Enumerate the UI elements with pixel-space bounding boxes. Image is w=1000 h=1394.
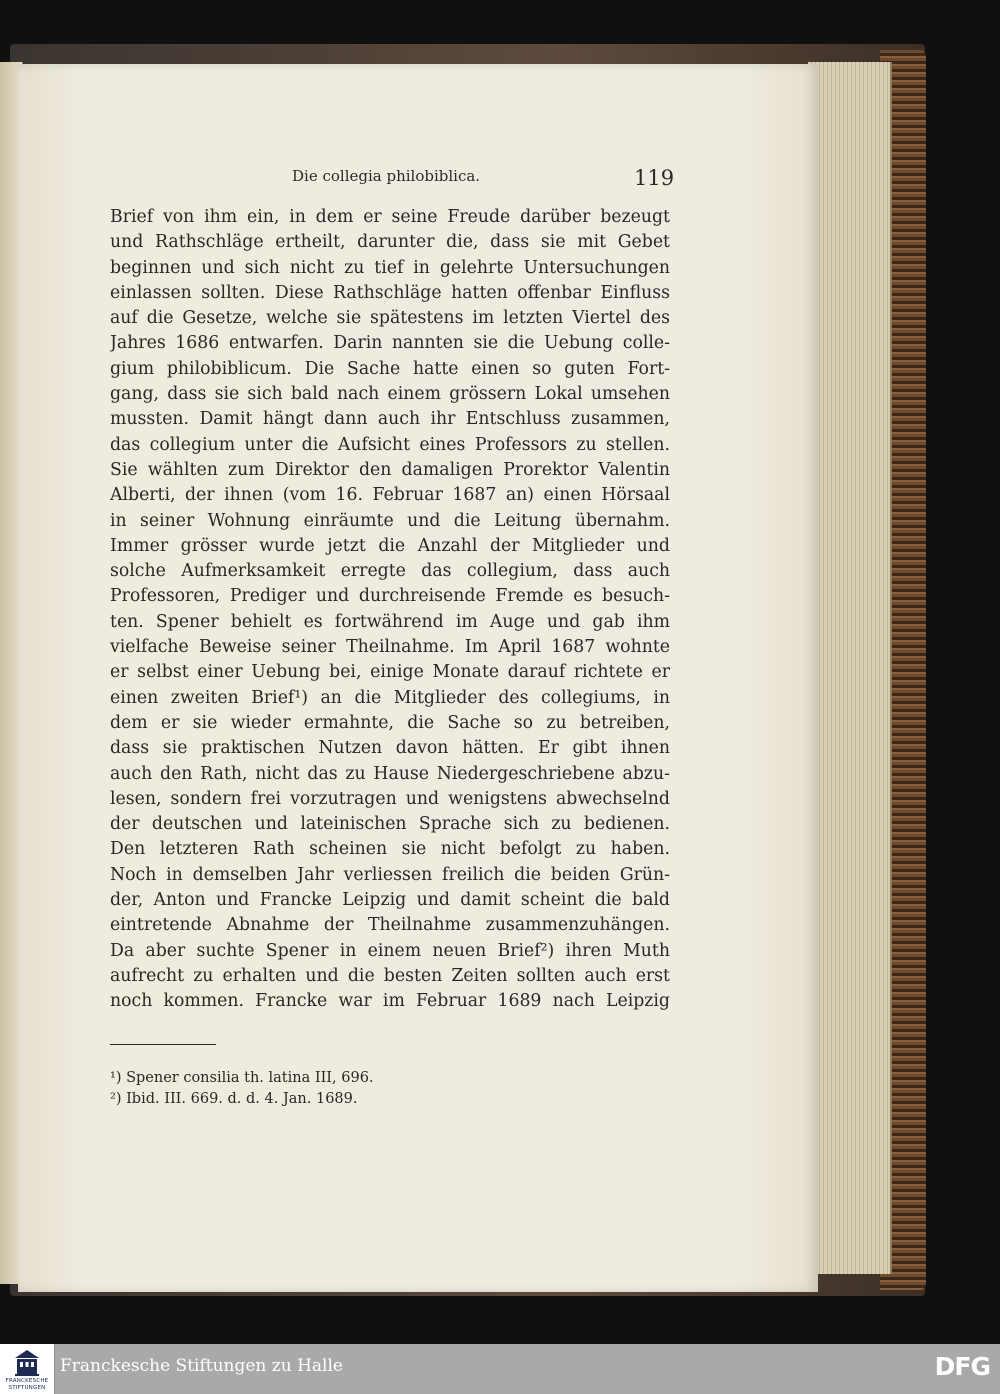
footer-bar (0, 1344, 1000, 1394)
text-line: mussten. Damit hängt dann auch ihr Entschluss zusammen, (110, 409, 670, 430)
text-line: Brief von ihm ein, in dem er seine Freude darüber bezeugt (110, 207, 670, 227)
footnote-rule (110, 1044, 216, 1045)
text-line: der deutschen und lateinischen Sprache sich zu bedienen. (110, 814, 670, 835)
footer-title: Franckesche Stiftungen zu Halle (60, 1356, 343, 1376)
text-line: vielfache Beweise seiner Theilnahme. Im April 1687 wohnte (110, 637, 670, 658)
text-line: in seiner Wohnung einräumte und die Leitung übernahm. (110, 510, 670, 531)
footnote-2: ²) Ibid. III. 669. d. d. 4. Jan. 1689. (110, 1091, 358, 1107)
text-line: ten. Spener behielt es fortwährend im Auge und gab ihm (110, 611, 670, 632)
text-line: solche Aufmerksamkeit erregte das collegium, dass auch (110, 561, 670, 582)
text-line: Jahres 1686 entwarfen. Darin nannten sie die Uebung colle- (110, 333, 670, 354)
body-text (110, 205, 670, 1015)
text-line: Immer grösser wurde jetzt die Anzahl der Mitglieder und (110, 535, 670, 556)
logo-text-line2: STIFTUNGEN (8, 1384, 46, 1391)
text-line: einlassen sollten. Diese Rathschläge hatten offenbar Einfluss (110, 282, 670, 303)
text-line: dass sie praktischen Nutzen davon hätten. Er gibt ihnen (110, 738, 670, 759)
logo-text (2, 1378, 52, 1391)
footnotes (110, 1068, 510, 1110)
page-number: 119 (634, 166, 675, 190)
franckesche-logo[interactable] (0, 1344, 55, 1394)
text-line: und Rathschläge ertheilt, darunter die, dass sie mit Gebet (110, 232, 670, 253)
text-line: das collegium unter die Aufsicht eines Professors zu stellen. (110, 434, 670, 455)
text-line: Alberti, der ihnen (vom 16. Februar 1687 an) einen Hörsaal (110, 485, 670, 506)
text-line: noch kommen. Francke war im Februar 1689 nach Leipzig (110, 991, 670, 1012)
text-line: gang, dass sie sich bald nach einem grössern Lokal umsehen (110, 384, 670, 405)
text-line: einen zweiten Brief¹) an die Mitglieder des collegiums, in (110, 687, 670, 708)
running-head: Die collegia philobiblica. (292, 167, 481, 185)
text-line: lesen, sondern frei vorzutragen und wenigstens abwechselnd (110, 788, 670, 809)
page-stack-edge (808, 62, 892, 1274)
text-line: beginnen und sich nicht zu tief in gelehrte Untersuchungen (110, 257, 670, 278)
logo-text-line1: FRANCKESCHE (5, 1378, 49, 1384)
text-line: Sie wählten zum Direktor den damaligen Prorektor Valentin (110, 459, 670, 480)
text-line: Da aber suchte Spener in einem neuen Brief²) ihren Muth (110, 940, 670, 961)
text-line: eintretende Abnahme der Theilnahme zusammenzuhängen. (110, 915, 670, 936)
text-line: er selbst einer Uebung bei, einige Monate darauf richtete er (110, 662, 670, 683)
text-line: aufrecht zu erhalten und die besten Zeiten sollten auch erst (110, 965, 670, 986)
text-line: der, Anton und Francke Leipzig und damit scheint die bald (110, 890, 670, 911)
text-line: auf die Gesetze, welche sie spätestens im letzten Viertel des (110, 308, 670, 329)
text-line: Professoren, Prediger und durchreisende Fremde es besuch- (110, 586, 670, 607)
text-line: auch den Rath, nicht das zu Hause Niedergeschriebene abzu- (110, 763, 670, 784)
text-line: Den letzteren Rath scheinen sie nicht befolgt zu haben. (110, 839, 670, 860)
text-line: gium philobiblicum. Die Sache hatte einen so guten Fort- (110, 358, 670, 379)
text-line: dem er sie wieder ermahnte, die Sache so zu betreiben, (110, 712, 670, 733)
text-line: Noch in demselben Jahr verliessen freilich die beiden Grün- (110, 864, 670, 885)
building-icon (12, 1348, 42, 1378)
dfg-logo[interactable]: DFG (934, 1352, 990, 1381)
footnote-1: ¹) Spener consilia th. latina III, 696. (110, 1070, 374, 1086)
